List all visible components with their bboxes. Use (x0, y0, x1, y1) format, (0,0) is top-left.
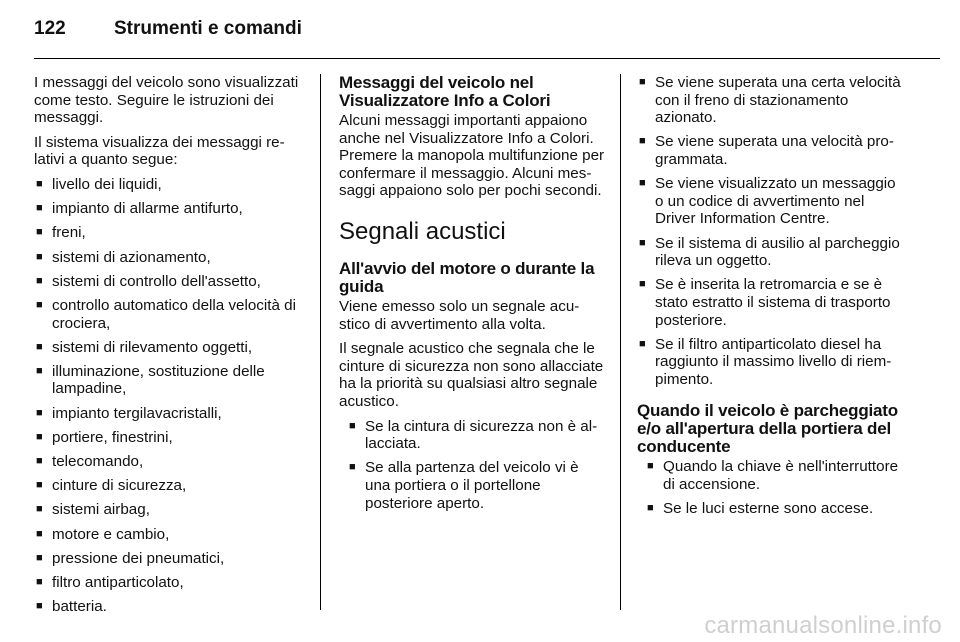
list-item (637, 276, 905, 329)
list-item-text: Quando la chiave è nell'interruttore di accensione. (663, 458, 899, 494)
bullet-icon: ■ (36, 226, 43, 239)
list-item (34, 598, 306, 616)
header-rule (34, 58, 940, 59)
list-item (34, 224, 306, 242)
list-item-text: portiere, finestrini, (52, 428, 173, 446)
seatbelt-priority-paragraph: Il segnale acustico che segnala che le cinture di sicurezza non sono allacciate ha la priorità su qualsiasi altro segnale acustico. (339, 340, 604, 410)
list-item-text: Se il sistema di ausilio al parcheggio rileva un oggetto. (655, 234, 900, 270)
list-item (34, 273, 306, 291)
list-item-text: impianto tergilavacristalli, (52, 404, 222, 422)
list-item-text: sistemi di rilevamento oggetti, (52, 338, 253, 356)
bullet-icon: ■ (36, 551, 43, 564)
list-item-text: Se alla partenza del veicolo vi è una portiera o il portellone posteriore aperto. (365, 459, 579, 512)
list-item (34, 429, 306, 447)
list-item-text: cinture di sicurezza, (52, 477, 187, 495)
single-signal-paragraph: Viene emesso solo un segnale acustico di avvertimento alla volta. (339, 297, 580, 333)
list-item (34, 405, 306, 423)
list-item-text: filtro antiparticolato, (52, 573, 184, 591)
parked-signal-list (645, 458, 905, 517)
list-item-text: pressione dei pneumatici, (52, 549, 225, 567)
list-item (34, 501, 306, 519)
list-item (645, 500, 905, 518)
list-item (34, 574, 306, 592)
list-item-text: sistemi di controllo dell'assetto, (52, 272, 261, 290)
list-item (637, 175, 905, 228)
engine-signal-list (347, 418, 605, 513)
list-item-text: Se la cintura di sicurezza non è allacciata. (365, 417, 598, 453)
bullet-icon: ■ (36, 406, 43, 419)
section-title-acoustic-signals: Segnali acustici (339, 217, 506, 245)
bullet-icon: ■ (36, 455, 43, 468)
bullet-icon: ■ (36, 600, 43, 613)
bullet-icon: ■ (36, 274, 43, 287)
vehicle-messages-paragraph: Alcuni messaggi importanti appaiono anche nel Visualizzatore Info a Colori. Premere la manopola multifunzione per confermare il messaggio. Alcuni messaggi appaiono solo per pochi secondi. (339, 112, 605, 200)
list-item-text: telecomando, (52, 453, 144, 471)
bullet-icon: ■ (639, 76, 646, 88)
list-item-text: Se il filtro antiparticolato diesel ha raggiunto il massimo livello di riempimento. (655, 335, 892, 388)
bullet-icon: ■ (36, 527, 43, 540)
page-header (34, 18, 302, 48)
page-title: Strumenti e comandi (114, 18, 302, 39)
list-item-text: Se le luci esterne sono accese. (663, 500, 874, 518)
message-topics-list (34, 176, 306, 616)
heading-engine-start: All'avvio del motore o durante la guida (339, 258, 595, 296)
list-item (645, 458, 905, 493)
column-divider-2 (620, 74, 621, 610)
column-3 (637, 74, 905, 525)
column-divider-1 (320, 74, 321, 610)
list-item (34, 363, 306, 398)
list-item-text: livello dei liquidi, (52, 175, 162, 193)
list-item (347, 418, 605, 453)
watermark: carmanualsonline.info (704, 612, 942, 639)
list-item (34, 200, 306, 218)
list-item (34, 176, 306, 194)
bullet-icon: ■ (639, 337, 646, 350)
intro-paragraph: I messaggi del veicolo sono visualizzati come testo. Seguire le istruzioni dei messaggi. (34, 74, 299, 127)
list-item (34, 477, 306, 495)
bullet-icon: ■ (36, 479, 43, 492)
list-item (34, 550, 306, 568)
list-item (34, 249, 306, 267)
bullet-icon: ■ (349, 461, 356, 474)
heading-parked-vehicle: Quando il veicolo è parcheggiato e/o all'apertura della portiera del conducente (637, 401, 898, 457)
list-item-text: Se viene visualizzato un messaggio o un codice di avvertimento nel Driver Information Centre. (655, 175, 896, 228)
bullet-icon: ■ (639, 278, 646, 291)
page-number: 122 (34, 18, 66, 39)
heading-vehicle-messages: Messaggi del veicolo nel Visualizzatore Info a Colori (339, 73, 551, 110)
list-item-text: motore e cambio, (52, 525, 170, 543)
list-item-text: illuminazione, sostituzione delle lampadine, (52, 362, 265, 398)
bullet-icon: ■ (36, 503, 43, 516)
list-item-text: sistemi airbag, (52, 501, 150, 519)
bullet-icon: ■ (36, 575, 43, 588)
list-item-text: freni, (52, 224, 86, 242)
list-item (34, 339, 306, 357)
list-item (637, 74, 905, 127)
list-item-text: Se viene superata una velocità programmata. (655, 133, 894, 168)
driving-signal-list (637, 74, 905, 388)
bullet-icon: ■ (647, 502, 654, 515)
bullet-icon: ■ (36, 364, 43, 377)
list-item-text: Se è inserita la retromarcia e se è stato estratto il sistema di trasporto posteriore. (655, 276, 891, 329)
bullet-icon: ■ (36, 177, 43, 190)
list-item-text: batteria. (52, 598, 107, 616)
list-item-text: controllo automatico della velocità di crociera, (52, 296, 296, 332)
list-item (637, 133, 905, 168)
bullet-icon: ■ (647, 460, 654, 473)
list-item (347, 459, 605, 512)
list-item-text: impianto di allarme antifurto, (52, 200, 243, 218)
bullet-icon: ■ (639, 236, 646, 249)
list-item (34, 526, 306, 544)
list-item-text: sistemi di azionamento, (52, 248, 211, 266)
column-1 (34, 74, 306, 623)
list-item (637, 336, 905, 389)
list-item (34, 297, 306, 332)
column-2 (339, 74, 605, 519)
bullet-icon: ■ (36, 298, 43, 311)
list-item-text: Se viene superata una certa velocità con il freno di stazionamento azionato. (655, 74, 901, 127)
bullet-icon: ■ (36, 202, 43, 215)
bullet-icon: ■ (36, 250, 43, 263)
bullet-icon: ■ (639, 177, 646, 190)
bullet-icon: ■ (36, 430, 43, 443)
bullet-icon: ■ (349, 419, 356, 432)
bullet-icon: ■ (36, 340, 43, 353)
list-intro-paragraph: Il sistema visualizza dei messaggi relativi a quanto segue: (34, 133, 285, 169)
list-item (637, 235, 905, 270)
bullet-icon: ■ (639, 135, 646, 148)
list-item (34, 453, 306, 471)
